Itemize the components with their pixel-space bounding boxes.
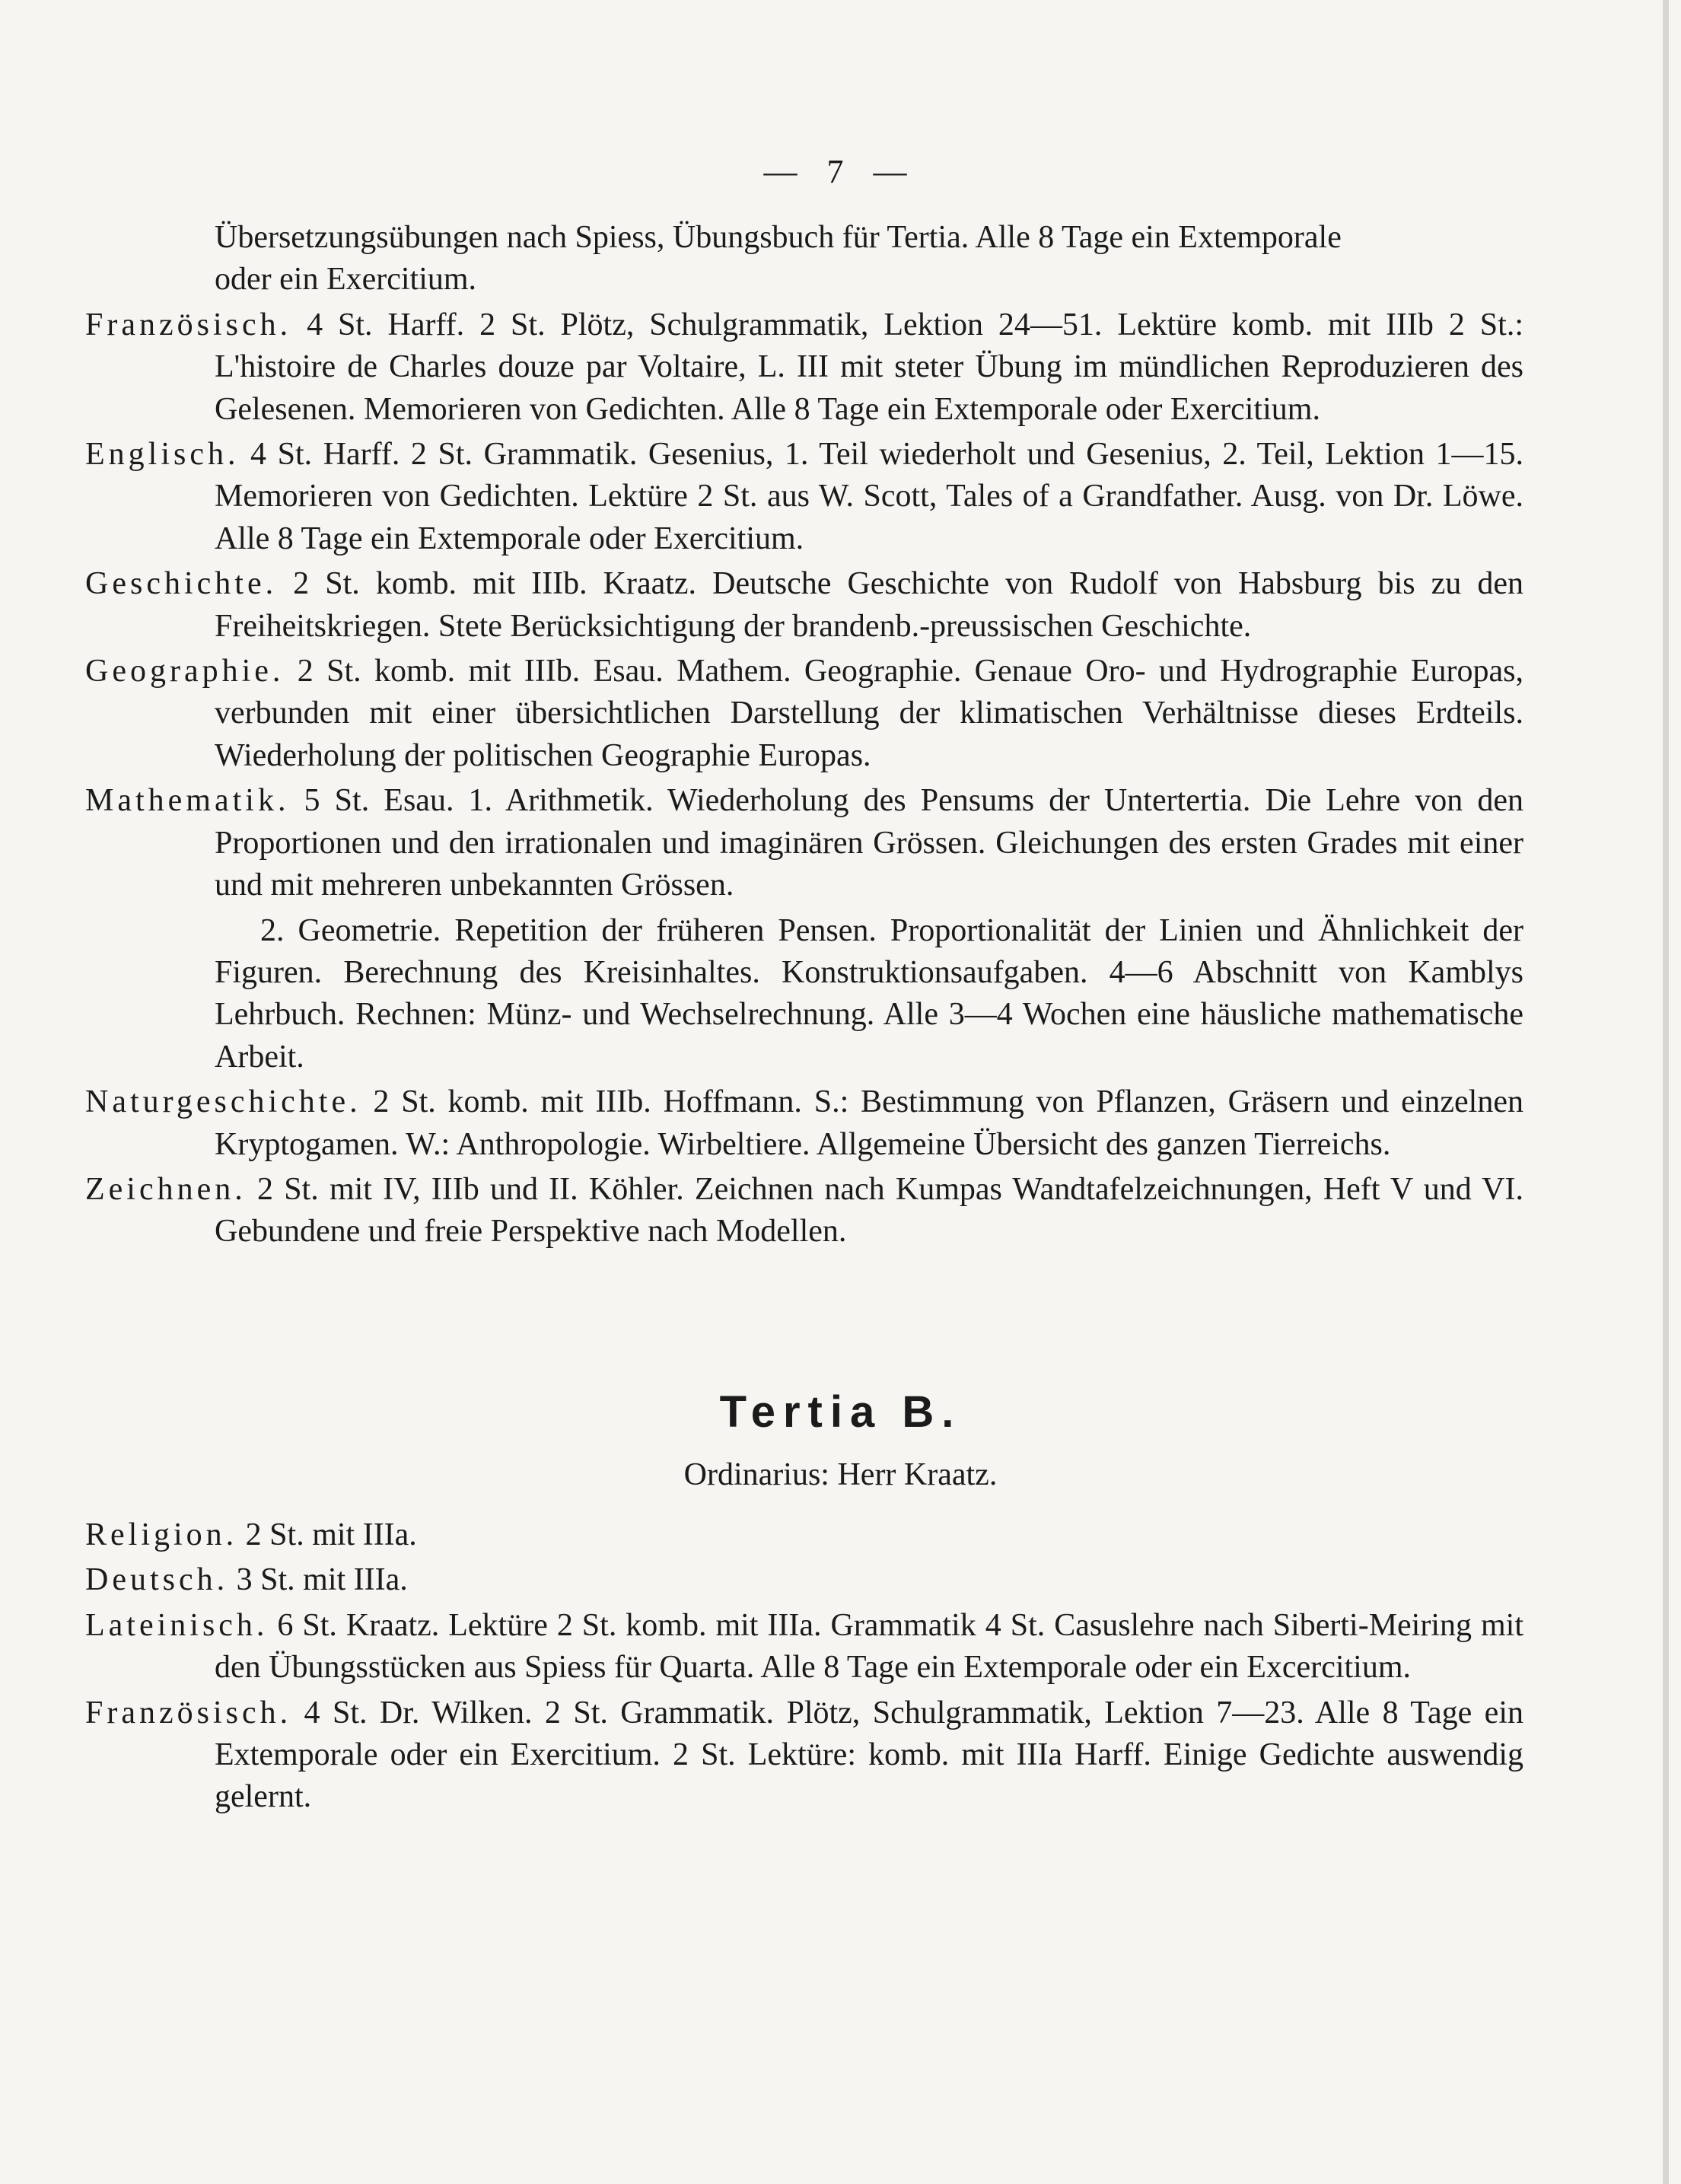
entry-text: 2 St. mit IV, IIIb und II. Köhler. Zeichnen nach Kumpas Wandtafelzeichnungen, Heft V und VI. Gebundene und freie Perspektive nach Modellen. bbox=[215, 1171, 1523, 1250]
entry-mathematik bbox=[85, 780, 1523, 906]
entry-englisch bbox=[85, 434, 1523, 560]
entry-franzoesisch-b bbox=[85, 1692, 1523, 1819]
entry-zeichnen bbox=[85, 1169, 1523, 1253]
entry-text: 3 St. mit IIIa. bbox=[228, 1562, 408, 1598]
entry-lateinisch bbox=[85, 1605, 1523, 1689]
entry-head: Französisch. bbox=[85, 307, 292, 342]
entry-head: Geschichte. bbox=[85, 566, 278, 602]
section-upper bbox=[85, 217, 1523, 1256]
entry-mathematik-geometrie bbox=[85, 910, 1523, 1079]
entry-head: Englisch. bbox=[85, 437, 240, 473]
section-heading: Tertia B. bbox=[719, 1387, 962, 1437]
entry-deutsch bbox=[85, 1559, 1523, 1601]
entry-text: 2 St. komb. mit IIIb. Hoffmann. S.: Bestimmung von Pflanzen, Gräsern und einzelnen Kryptogamen. W.: Anthropologie. Wirbeltiere. Allgemeine Übersicht des ganzen Tierreichs. bbox=[215, 1084, 1523, 1162]
ordinarius-line: Ordinarius: Herr Kraatz. bbox=[683, 1457, 998, 1492]
entry-text: 4 St. Harff. 2 St. Grammatik. Gesenius, 1. Teil wiederholt und Gesenius, 2. Teil, Lektion 1—15. Memorieren von Gedichten. Lektüre 2 St. aus W. Scott, Tales of a Grandfather. Ausg. von Dr. Löwe. Alle 8 Tage ein Extemporale oder Exercitium. bbox=[215, 437, 1523, 556]
entry-head: Zeichnen. bbox=[85, 1171, 247, 1207]
entry-text: 5 St. Esau. 1. Arithmetik. Wiederholung des Pensums der Untertertia. Die Lehre von den Proportionen und den irrationalen und imaginären Grössen. Gleichungen des ersten Grades mit einer und mit mehreren unbekannten Grössen. bbox=[215, 783, 1523, 903]
page-edge-shadow bbox=[1663, 0, 1669, 2184]
entry-religion bbox=[85, 1514, 1523, 1556]
section-lower bbox=[85, 1514, 1523, 1822]
entry-text: 4 St. Harff. 2 St. Plötz, Schulgrammatik, Lektion 24—51. Lektüre komb. mit IIIb 2 St.: L'histoire de Charles douze par Voltaire, L. III mit steter Übung im mündlichen Reproduzieren des Gelesenen. Memorieren von Gedichten. Alle 8 Tage ein Extemporale oder Exercitium. bbox=[215, 307, 1523, 427]
entry-geschichte bbox=[85, 563, 1523, 648]
intro-paragraph bbox=[85, 217, 1523, 301]
entry-head: Französisch. bbox=[85, 1695, 292, 1730]
entry-head: Lateinisch. bbox=[85, 1607, 269, 1643]
entry-head: Deutsch. bbox=[85, 1562, 229, 1598]
page-number: — 7 — bbox=[763, 153, 918, 190]
entry-naturgeschichte bbox=[85, 1081, 1523, 1166]
intro-line-2: oder ein Exercitium. bbox=[215, 262, 477, 298]
entry-text: 6 St. Kraatz. Lektüre 2 St. komb. mit IIIa. Grammatik 4 St. Casuslehre nach Siberti-Meiring mit den Übungsstücken aus Spiess für Quarta. Alle 8 Tage ein Extemporale oder ein Excercitium. bbox=[215, 1607, 1523, 1686]
entry-text: 2. Geometrie. Repetition der früheren Pensen. Proportionalität der Linien und Ähnlichkeit der Figuren. Berechnung des Kreisinhaltes. Konstruktionsaufgaben. 4—6 Abschnitt von Kamblys Lehrbuch. Rechnen: Münz- und Wechselrechnung. Alle 3—4 Wochen eine häusliche mathematische Arbeit. bbox=[215, 912, 1523, 1074]
entry-text: 2 St. mit IIIa. bbox=[237, 1517, 417, 1552]
entry-head: Geographie. bbox=[85, 654, 285, 689]
entry-geographie bbox=[85, 651, 1523, 777]
entry-text: 2 St. komb. mit IIIb. Esau. Mathem. Geographie. Genaue Oro- und Hydrographie Europas, verbunden mit einer übersichtlichen Darstellung der klimatischen Verhältnisse dieses Erdteils. Wiederholung der politischen Geographie Europas. bbox=[215, 654, 1523, 773]
intro-line-1: Übersetzungsübungen nach Spiess, Übungsbuch für Tertia. Alle 8 Tage ein Extemporale bbox=[215, 220, 1342, 255]
entry-head: Naturgeschichte. bbox=[85, 1084, 361, 1120]
entry-franzoesisch bbox=[85, 304, 1523, 431]
entry-text: 4 St. Dr. Wilken. 2 St. Grammatik. Plötz, Schulgrammatik, Lektion 7—23. Alle 8 Tage ein Extemporale oder ein Exercitium. 2 St. Lektüre: komb. mit IIIa Harff. Einige Gedichte auswendig gelernt. bbox=[215, 1695, 1523, 1815]
entry-head: Mathematik. bbox=[85, 783, 290, 819]
entry-text: 2 St. komb. mit IIIb. Kraatz. Deutsche Geschichte von Rudolf von Habsburg bis zu den Freiheitskriegen. Stete Berücksichtigung der brandenb.-preussischen Geschichte. bbox=[215, 566, 1523, 644]
entry-head: Religion. bbox=[85, 1517, 238, 1552]
